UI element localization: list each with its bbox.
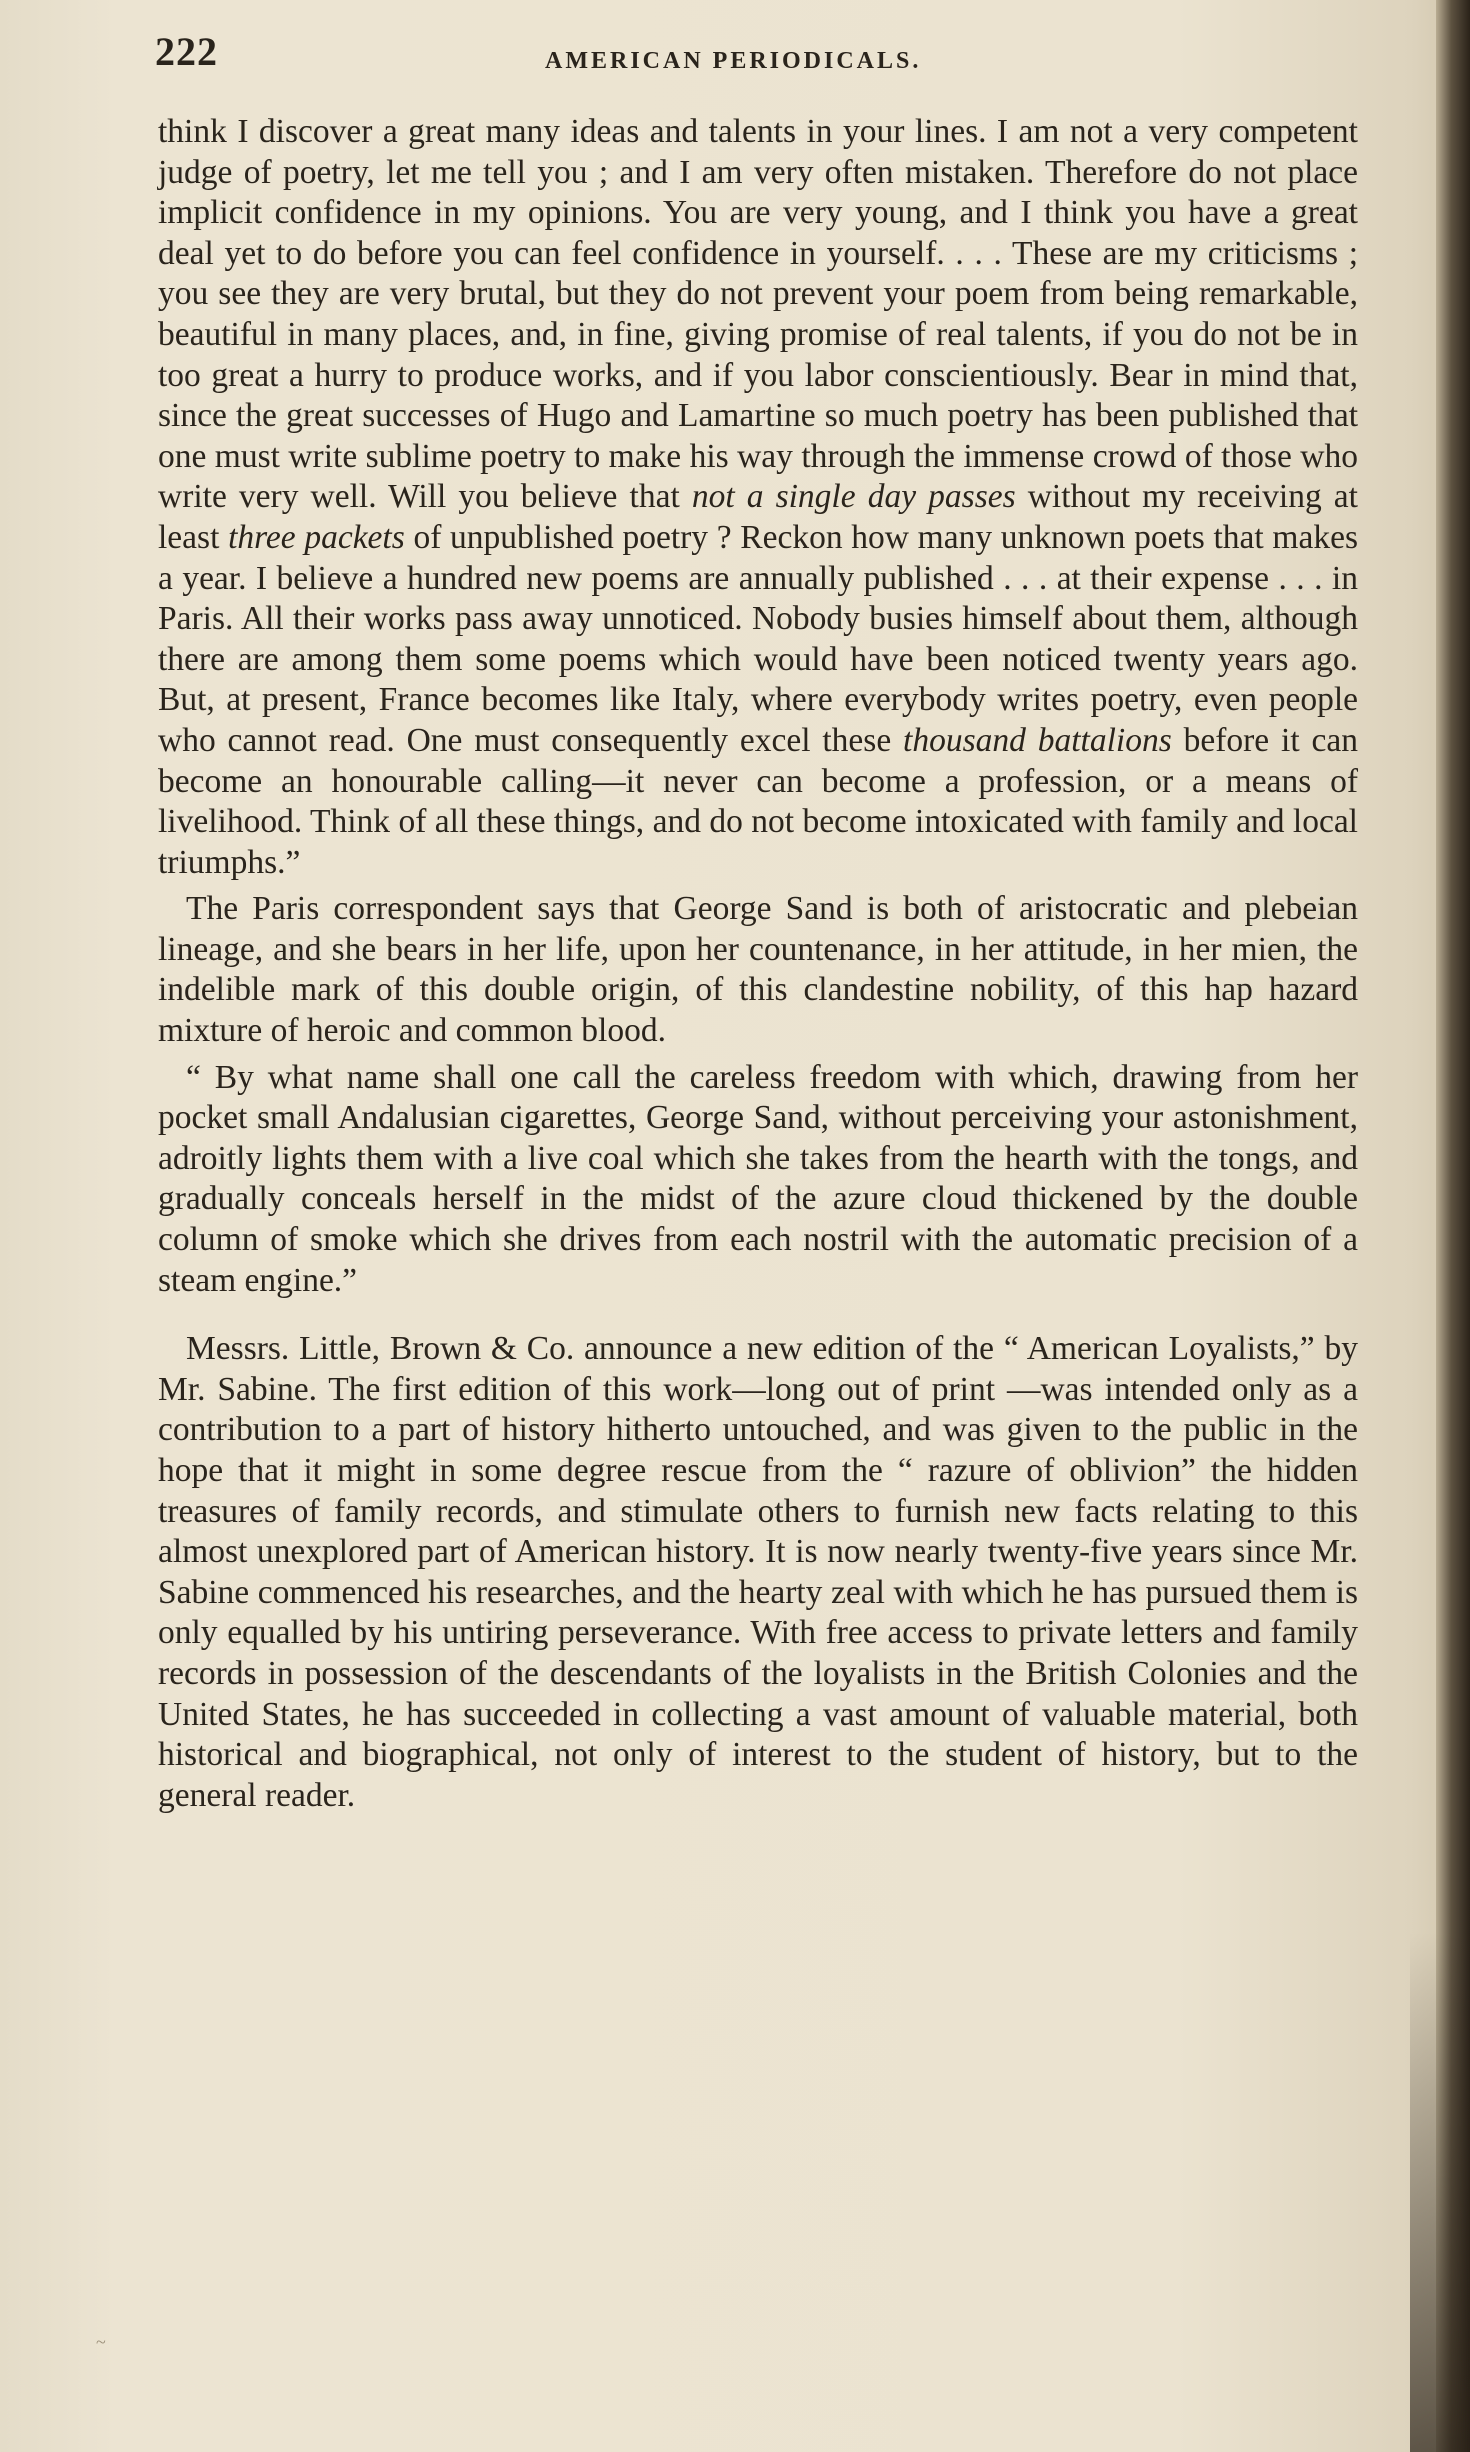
paragraph-letter-continuation (158, 112, 1358, 883)
text-run: of unpublished poetry ? Reckon how many unknown poets that makes a year. I believe a hundred new poems are annually published . . . at their expense . . . in Paris. All their works pass away unnoticed. Nobody busies himself about them, although there are among them some poems which would have been noticed twenty years ago. But, at present, France becomes like Italy, where everybody writes poetry, even people who cannot read. One must consequently excel these (158, 518, 1358, 759)
paragraph-cigarettes-quote: “ By what name shall one call the careless freedom with which, drawing from her pocket small Andalusian cigarettes, George Sand, without perceiving your astonishment, adroitly lights them with a live coal which she takes from the hearth with the tongs, and gradually conceals herself in the midst of the azure cloud thickened by the double column of smoke which she drives from each nostril with the automatic precision of a steam engine.” (158, 1058, 1358, 1299)
page-body (158, 112, 1358, 1816)
text-run: without my receiving at least (158, 478, 1358, 556)
page-number: 222 (155, 29, 218, 74)
text-run: before it can become an honourable calling—it never can become a profession, or a means of livelihood. Think of all these things, and do not become intoxicated with family and local triumphs.” (158, 721, 1358, 881)
binding-corner-shadow (1410, 1932, 1470, 2452)
paragraph-american-loyalists: Messrs. Little, Brown & Co. announce a new edition of the “ American Loyalists,” by Mr. Sabine. The first edition of this work—long out of print —was intended only as a contribution to a part of history hitherto untouched, and was given to the public in the hope that it might in some degree rescue from the “ razure of oblivion” the hidden treasures of family records, and stimulate others to furnish new facts relating to this almost unexplored part of American history. It is now nearly twenty-five years since Mr. Sabine commenced his researches, and the hearty zeal with which he has pursued them is only equalled by his untiring perseverance. With free access to private letters and family records in possession of the descendants of the loyalists in the British Colonies and the United States, he has succeeded in collecting a vast amount of valuable material, both historical and biographical, not only of interest to the student of history, but to the general reader. (158, 1330, 1358, 1814)
running-header (155, 28, 1360, 88)
italic-emphasis: thousand battalions (903, 721, 1172, 759)
italic-emphasis: not a single day passes (691, 478, 1016, 516)
running-title: AMERICAN PERIODICALS. (545, 48, 922, 74)
stray-ink-mark: ~ (96, 2332, 106, 2352)
text-run: think I discover a great many ideas and talents in your lines. I am not a very competent judge of poetry, let me tell you ; and I am very often mistaken. Therefore do not place implicit confidence in my opinions. You are very young, and I think you have a great deal yet to do before you can feel confidence in yourself. . . . These are my criticisms ; you see they are very brutal, but they do not prevent your poem from being remarkable, beautiful in many places, and, in fine, giving promise of real talents, if you do not be in too great a hurry to produce works, and if you labor conscientiously. Bear in mind that, since the great successes of Hugo and Lamartine so much poetry has been published that one must write sublime poetry to make his way through the immense crowd of those who write very well. Will you believe that (158, 113, 1358, 516)
italic-emphasis: three packets (228, 518, 405, 556)
paragraph-paris-correspondent: The Paris correspondent says that George Sand is both of aristocratic and plebeian lineage, and she bears in her life, upon her countenance, in her attitude, in her mien, the indelible mark of this double origin, of this clandestine nobility, of this hap hazard mixture of heroic and common blood. (158, 890, 1358, 1050)
